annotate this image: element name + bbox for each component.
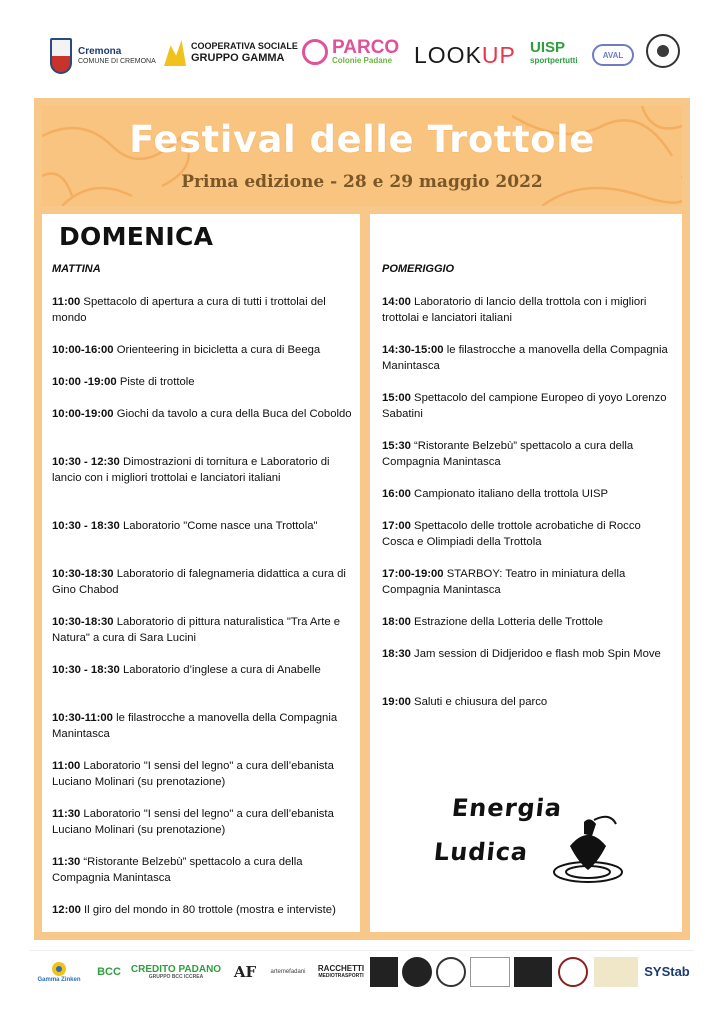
event-time: 11:00 bbox=[52, 760, 81, 772]
racchetti-sub: MEDIOTRASPORTI bbox=[318, 972, 364, 979]
spinning-top-icon bbox=[398, 794, 628, 890]
schedule-item bbox=[52, 518, 352, 534]
event-time: 11:00 bbox=[52, 296, 81, 308]
schedule-item bbox=[382, 390, 674, 422]
event-description: Giochi da tavolo a cura della Buca del Coboldo bbox=[113, 408, 352, 420]
event-description: le filastrocche a manovella della Compagnia Manintasca bbox=[52, 712, 338, 740]
energia-ludica-logo bbox=[398, 794, 628, 890]
event-time: 14:00 bbox=[382, 296, 411, 308]
aval-logo bbox=[592, 44, 634, 66]
event-time: 10:30-18:30 bbox=[52, 616, 114, 628]
schedule-item bbox=[52, 454, 352, 486]
schedule-item bbox=[382, 486, 674, 502]
parco-sub: Colonie Padane bbox=[332, 56, 393, 65]
day-heading: DOMENICA bbox=[59, 222, 214, 251]
schedule-item bbox=[52, 374, 352, 390]
event-description: “Ristorante Belzebù” spettacolo a cura della Compagnia Manintasca bbox=[382, 440, 634, 468]
event-time: 11:30 bbox=[52, 808, 81, 820]
event-description: Il giro del mondo in 80 trottole (mostra e interviste) bbox=[80, 904, 336, 916]
aval-label: AVAL bbox=[592, 44, 634, 66]
zinken-star-icon bbox=[51, 961, 67, 977]
racchetti-label: RACCHETTI bbox=[317, 963, 365, 973]
event-description: Laboratorio di lancio della trottola con i migliori trottolai e lanciatori italiani bbox=[382, 296, 647, 324]
event-description: Jam session di Didjeridoo e flash mob Spin Move bbox=[410, 648, 661, 660]
event-description: le filastrocche a manovella della Compagnia Manintasca bbox=[382, 344, 668, 372]
event-time: 10:30-11:00 bbox=[52, 712, 113, 724]
schedule-item bbox=[52, 294, 352, 326]
schedule-item bbox=[52, 566, 352, 598]
schedule-item bbox=[52, 406, 352, 422]
schedule-item bbox=[382, 566, 674, 598]
event-time: 10:30 - 18:30 bbox=[52, 664, 120, 676]
event-time: 14:30-15:00 bbox=[382, 344, 444, 356]
event-description: Laboratorio di falegnameria didattica a cura di Gino Chabod bbox=[52, 568, 346, 596]
dark-sponsor-logo-2 bbox=[514, 957, 552, 987]
event-time: 10:30-18:30 bbox=[52, 568, 114, 580]
title-banner bbox=[42, 106, 682, 206]
credito-padano-sub: GRUPPO BCC ICCREA bbox=[148, 973, 204, 980]
event-time: 10:30 - 18:30 bbox=[52, 520, 120, 532]
event-description: Laboratorio "Come nasce una Trottola" bbox=[119, 520, 318, 532]
event-time: 12:00 bbox=[52, 904, 81, 916]
schedule-item bbox=[52, 710, 352, 742]
event-description: Dimostrazioni di tornitura e Laboratorio di lancio con i migliori trottolai e lanciatori italiani bbox=[52, 456, 330, 484]
event-description: Spettacolo delle trottole acrobatiche di Rocco Cosca e Olimpiadi della Trottola bbox=[382, 520, 641, 548]
event-description: Laboratorio d’inglese a cura di Anabelle bbox=[119, 664, 321, 676]
lookup-logo bbox=[414, 42, 516, 69]
schedule-item bbox=[382, 438, 674, 470]
event-description: Estrazione della Lotteria delle Trottole bbox=[410, 616, 604, 628]
schedule-item bbox=[52, 854, 352, 886]
schedule-item bbox=[52, 902, 352, 918]
event-time: 18:30 bbox=[382, 648, 411, 660]
event-description: Saluti e chiusura del parco bbox=[410, 696, 548, 708]
round-sponsor-logo-2 bbox=[436, 957, 466, 987]
parco-name: PARCO bbox=[332, 37, 400, 58]
event-time: 10:30 - 12:30 bbox=[52, 456, 120, 468]
gamma-zinken-logo bbox=[30, 957, 88, 987]
event-time: 16:00 bbox=[382, 488, 411, 500]
event-time: 15:00 bbox=[382, 392, 411, 404]
schedule-item bbox=[52, 806, 352, 838]
brand-line1: Energia bbox=[450, 794, 564, 822]
event-time: 10:00-16:00 bbox=[52, 344, 114, 356]
schedule-item bbox=[382, 294, 674, 326]
bcc-logo: BCC bbox=[97, 965, 121, 978]
uisp-sub: sportpertutti bbox=[530, 55, 578, 65]
uisp-name: UISP bbox=[530, 39, 566, 56]
dark-sponsor-logo-1 bbox=[370, 957, 398, 987]
schedule-item bbox=[52, 614, 352, 646]
cremona-crest-icon bbox=[50, 38, 72, 74]
arte-fadani-logo: artemefadani bbox=[270, 968, 306, 975]
event-description: Campionato italiano della trottola UISP bbox=[410, 488, 609, 500]
schedule-item bbox=[382, 518, 674, 550]
schedule-item bbox=[52, 662, 352, 678]
round-sponsor-logo-1 bbox=[402, 957, 432, 987]
afternoon-label: POMERIGGIO bbox=[382, 263, 455, 275]
event-description: Orienteering in bicicletta a cura di Beega bbox=[113, 344, 321, 356]
lookup-look: LOOK bbox=[414, 42, 482, 68]
festival-subtitle: Prima edizione - 28 e 29 maggio 2022 bbox=[181, 172, 543, 192]
event-time: 10:00 -19:00 bbox=[52, 376, 117, 388]
event-description: Spettacolo del campione Europeo di yoyo Lorenzo Sabatini bbox=[382, 392, 667, 420]
round-sponsor-logo-3 bbox=[558, 957, 588, 987]
sponsors-footer bbox=[30, 950, 694, 994]
sponsor-logo-box-1 bbox=[470, 957, 510, 987]
gamma-line1: COOPERATIVA SOCIALE bbox=[191, 40, 298, 51]
cremona-sub: COMUNE DI CREMONA bbox=[78, 57, 156, 65]
festival-title: Festival delle Trottole bbox=[129, 118, 595, 161]
cremona-name: Cremona bbox=[78, 45, 122, 57]
racchetti-logo bbox=[316, 957, 366, 987]
event-time: 18:00 bbox=[382, 616, 411, 628]
event-time: 17:00-19:00 bbox=[382, 568, 444, 580]
parco-icon bbox=[302, 39, 328, 65]
association-seal-icon bbox=[646, 34, 680, 68]
event-description: “Ristorante Belzebù” spettacolo a cura della Compagnia Manintasca bbox=[52, 856, 303, 884]
lookup-up: UP bbox=[481, 42, 516, 68]
event-time: 11:30 bbox=[52, 856, 81, 868]
parco-logo bbox=[302, 38, 399, 65]
event-time: 10:00-19:00 bbox=[52, 408, 114, 420]
event-description: Laboratorio "I sensi del legno" a cura dell’ebanista Luciano Molinari (su prenotazione) bbox=[52, 760, 334, 788]
partner-logos-header bbox=[40, 26, 690, 84]
schedule-item bbox=[382, 694, 674, 710]
morning-panel bbox=[42, 214, 360, 932]
event-description: Laboratorio "I sensi del legno" a cura dell’ebanista Luciano Molinari (su prenotazione) bbox=[52, 808, 334, 836]
round-association-logo bbox=[646, 34, 680, 68]
credito-padano-logo bbox=[130, 957, 222, 987]
event-time: 17:00 bbox=[382, 520, 411, 532]
cremona-logo bbox=[50, 38, 156, 74]
event-description: Laboratorio di pittura naturalistica "Tra Arte e Natura" a cura di Sara Lucini bbox=[52, 616, 341, 644]
systab-logo: SYStab bbox=[644, 963, 690, 979]
event-time: 15:30 bbox=[382, 440, 411, 452]
credito-padano-label: CREDITO PADANO bbox=[130, 963, 222, 975]
schedule-item bbox=[382, 342, 674, 374]
uisp-logo bbox=[530, 40, 578, 65]
gruppo-gamma-logo bbox=[164, 40, 298, 66]
morning-label: MATTINA bbox=[52, 263, 101, 275]
brand-line2: Ludica bbox=[432, 838, 530, 866]
schedule-item bbox=[382, 646, 674, 662]
schedule-item bbox=[52, 758, 352, 790]
af-logo: AF bbox=[233, 962, 257, 981]
schedule-item bbox=[52, 342, 352, 358]
event-description: STARBOY: Teatro in miniatura della Compagnia Manintasca bbox=[382, 568, 626, 596]
gamma-mountain-icon bbox=[164, 40, 186, 66]
sponsor-logo-box-2 bbox=[594, 957, 638, 987]
schedule-item bbox=[382, 614, 674, 630]
event-description: Spettacolo di apertura a cura di tutti i trottolai del mondo bbox=[52, 296, 326, 324]
event-description: Piste di trottole bbox=[116, 376, 195, 388]
gamma-zinken-label: Gamma Zinken bbox=[37, 976, 81, 983]
event-time: 19:00 bbox=[382, 696, 411, 708]
gamma-line2: GRUPPO GAMMA bbox=[191, 51, 285, 64]
